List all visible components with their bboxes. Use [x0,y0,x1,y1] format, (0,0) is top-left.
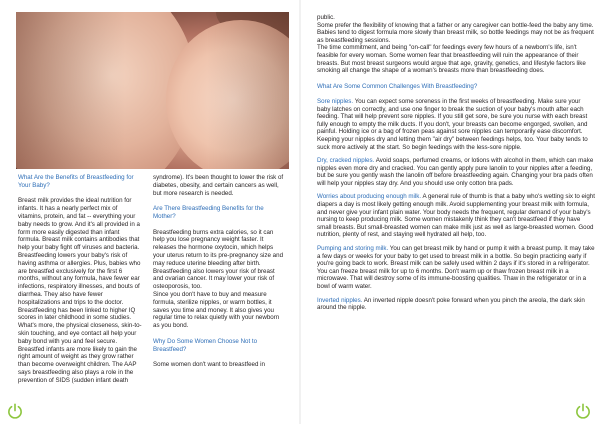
left-column-1 [18,174,143,385]
paragraph-public: Some women don't want to breastfeed in [153,361,265,369]
right-column [317,14,595,312]
challenge-dry-cracked: Dry, cracked nipples. Avoid soaps, perfumed creams, or lotions with alcohol in them, which can make nipples even more dry and cracked. You can gently apply pure lanolin to your nipples after a feeding, but be sure you gently wash the lanolin off before breastfeeding again. Changing your bra pads often will help your nipples stay dry. And you should use only cotton bra pads. [317,157,594,187]
challenge-milk-supply: Worries about producing enough milk. A general rule of thumb is that a baby who's wetting six to eight diapers a day is most likely getting enough milk. Avoid supplementing your breast milk with formula, and never give your infant plain water. Your body needs the frequent, regular demand of your baby's nursing to keep producing milk. Some women mistakenly think they can't breastfeed if they have small breasts. But small-breasted women can make milk just as well as large-breasted women. Good nutrition, plenty of rest, and staying well hydrated all help, too. [317,193,595,239]
paragraph-saves-time: Since you don't have to buy and measure formula, sterilize nipples, or warm bottles, it saves you time and money. It also gives you regular time to relax quietly with your newborn as you bond. [153,290,280,330]
heading-benefits-baby: What Are the Benefits of Breastfeeding for Your Baby? [18,174,134,189]
paragraph-sids-continued: syndrome). It's been thought to lower the risk of diabetes, obesity, and certain cancers as well, but more research is needed. [153,174,284,197]
paragraph-benefits-mother: Breastfeeding burns extra calories, so it can help you lose pregnancy weight faster. It releases the hormone oxytocin, which helps your uterus return to its pre-pregnancy size and may reduce uterine bleeding after birth. Breastfeeding also lowers your risk of breast and ovarian cancer. It may lower your risk of osteoporosis, too. [153,228,284,291]
left-page [0,0,298,424]
paragraph-time-commitment: The time commitment, and being "on-call" for feedings every few hours of a newborn's life, isn't feasible for every woman. Some women fear that breastfeeding will ruin the appearance of their breasts. But most breast surgeons would argue that age, gravity, genetics, and lifestyle factors like smoking all change the shape of a woman's breasts more than breastfeeding does. [317,44,586,75]
term-milk-supply: Worries about producing enough milk. [317,193,422,201]
heading-why-not-breastfeed: Why Do Some Women Choose Not to Breastfeed? [153,337,258,353]
challenge-inverted: Inverted nipples. An inverted nipple doesn't poke forward when you pinch the areola, the dark skin around the nipple. [317,296,585,312]
breastfeeding-photo [16,12,289,169]
page-gutter [299,0,301,424]
left-column-2 [153,174,285,369]
power-icon[interactable] [6,402,24,420]
term-dry-cracked: Dry, cracked nipples. [317,157,375,165]
term-pumping: Pumping and storing milk. [317,245,389,253]
power-icon[interactable] [574,402,592,420]
paragraph-benefits-baby: Breast milk provides the ideal nutrition for infants. It has a nearly perfect mix of vitamins, protein, and fat -- everything your baby needs to grow. And it's all provided in a form more easily digested than infant formula. Breast milk contains antibodies that help your baby fight off viruses and bacteria. Breastfeeding lowers your baby's risk of having asthma or allergies. Plus, babies who are breastfed exclusively for the first 6 months, without any formula, have fewer ear infections, respiratory illnesses, and bouts of diarrhea. They also have fewer hospitalizations and trips to the doctor. Breastfeeding has been linked to higher IQ scores in later childhood in some studies. What's more, the physical closeness, skin-to-skin touching, and eye contact all help your baby bond with you and feel secure. Breastfed infants are more likely to gain the right amount of weight as they grow rather than become overweight children. The AAP says breastfeeding also plays a role in the prevention of SIDS (sudden infant death [18,197,142,384]
paragraph-public-end: public. [317,14,335,21]
paragraph-digest-formula: Babies tend to digest formula more slowly than breast milk, so bottle feedings may not be as frequent as breastfeeding sessions. [317,29,594,44]
term-inverted: Inverted nipples. [317,296,363,304]
challenge-sore-nipples: Sore nipples. You can expect some soreness in the first weeks of breastfeeding. Make sure your baby latches on correctly, and use one finger to break the suction of your baby's mouth after each feeding. That will help prevent sore nipples. If you still get sore, be sure you nurse with each breast fully enough to empty the milk ducts. If you don't, your breasts can become engorged, swollen, and painful. Holding ice or a bag of frozen peas against sore nipples can temporarily ease discomfort. Keeping your nipples dry and letting them "air dry" between feedings helps, too. Your baby tends to suck more actively at the start. So begin feedings with the less-sore nipple. [317,97,588,151]
term-sore-nipples: Sore nipples. [317,97,354,105]
heading-benefits-mother: Are There Breastfeeding Benefits for the Mother? [153,205,264,220]
challenge-pumping: Pumping and storing milk. You can get breast milk by hand or pump it with a breast pump. It may take a few days or weeks for your baby to get used to breast milk in a bottle. So begin practicing early if you're going back to work. Breast milk can be safely used within 2 days if it's stored in a refrigerator. You can freeze breast milk for up to 6 months. Don't warm up or thaw frozen breast milk in a microwave. That will destroy some of its immune-boosting qualities. Thaw in the refrigerator or in a bowl of warm water. [317,245,595,290]
right-page [302,0,600,424]
heading-common-challenges: What Are Some Common Challenges With Breastfeeding? [317,82,478,90]
paragraph-flexibility: Some prefer the flexibility of knowing that a father or any caregiver can bottle-feed the baby any time. [317,21,594,29]
